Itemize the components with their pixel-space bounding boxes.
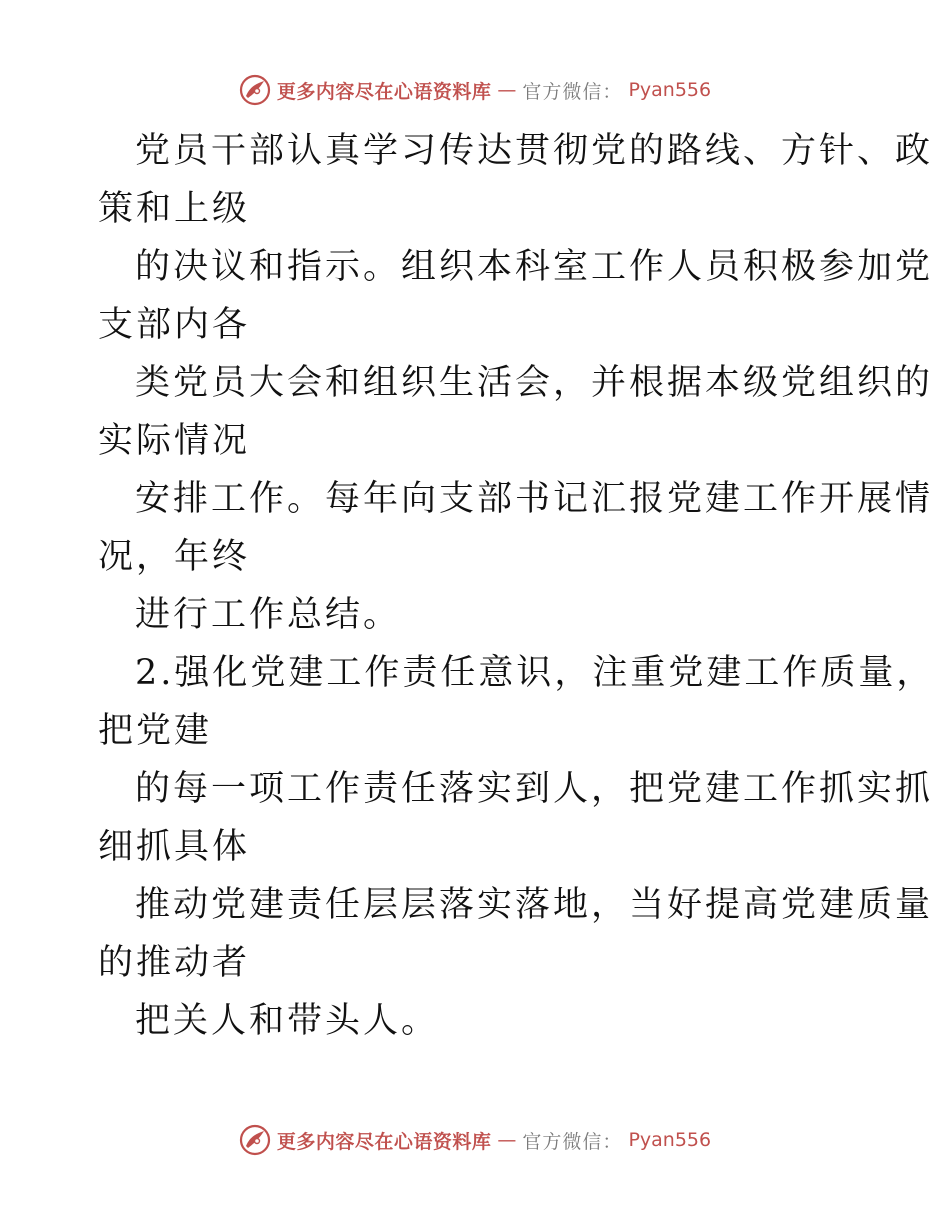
pen-seal-icon [239, 74, 271, 106]
header-wechat-id: Pyan556 [628, 79, 712, 101]
header-banner [0, 74, 950, 106]
footer-separator: — [497, 1129, 517, 1151]
footer-wechat-label: 官方微信： [522, 1130, 623, 1153]
body-line: 安排工作。每年向支部书记汇报党建工作开展情 [135, 479, 934, 519]
document-body [98, 122, 935, 1050]
header-wechat-label: 官方微信： [522, 80, 623, 103]
body-line: 细抓具体 [98, 827, 251, 867]
body-line: 策和上级 [98, 189, 251, 229]
footer-site-name: 更多内容尽在心语资料库 [276, 1130, 492, 1153]
body-line: 进行工作总结。 [135, 595, 402, 635]
pen-seal-icon [239, 1124, 271, 1156]
header-separator: — [497, 79, 517, 101]
body-line: 党员干部认真学习传达贯彻党的路线、方针、政 [135, 131, 934, 171]
body-line: 况，年终 [98, 537, 251, 577]
body-line: 把党建 [98, 711, 213, 751]
body-line: 支部内各 [98, 305, 251, 345]
body-line: 的每一项工作责任落实到人，把党建工作抓实抓 [135, 769, 934, 809]
body-line: 实际情况 [98, 421, 251, 461]
body-line: 推动党建责任层层落实落地，当好提高党建质量 [135, 885, 934, 925]
body-line: 2.强化党建工作责任意识，注重党建工作质量， [135, 653, 935, 693]
footer-banner [0, 1124, 950, 1156]
body-line: 类党员大会和组织生活会，并根据本级党组织的 [135, 363, 934, 403]
body-line: 把关人和带头人。 [135, 1001, 440, 1041]
header-site-name: 更多内容尽在心语资料库 [276, 80, 492, 103]
body-line: 的推动者 [98, 943, 251, 983]
footer-wechat-id: Pyan556 [628, 1129, 712, 1151]
body-line: 的决议和指示。组织本科室工作人员积极参加党 [135, 247, 934, 287]
